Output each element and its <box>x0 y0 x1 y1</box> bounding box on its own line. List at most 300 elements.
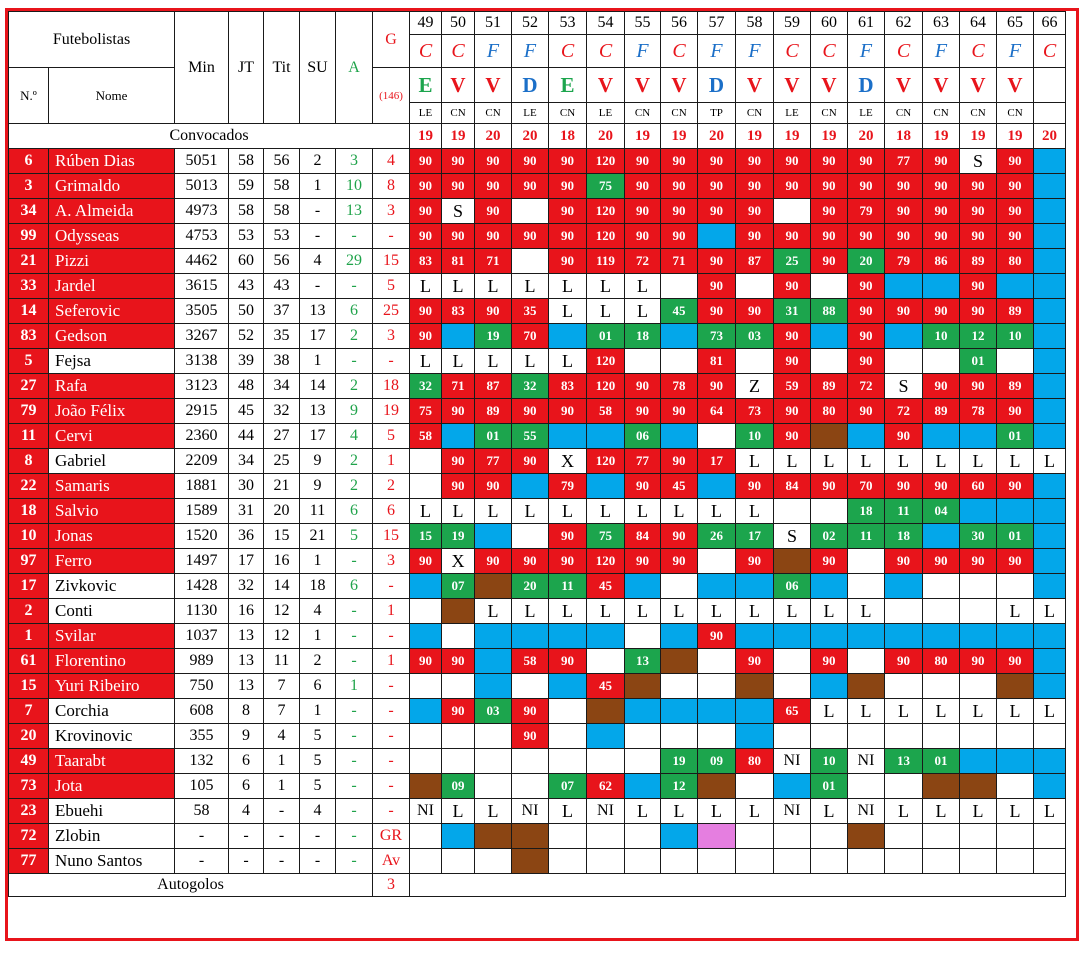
match-cell <box>811 824 848 849</box>
convocados-count: 19 <box>625 124 661 149</box>
match-cell: 90 <box>848 274 885 299</box>
player-number: 73 <box>9 774 49 799</box>
match-cell: 90 <box>625 549 661 574</box>
match-cell: 90 <box>549 649 587 674</box>
player-jt: 44 <box>229 424 264 449</box>
match-cell: S <box>960 149 997 174</box>
match-cell: 90 <box>410 299 442 324</box>
player-assists: - <box>336 749 373 774</box>
match-cell <box>625 699 661 724</box>
player-goals: 18 <box>373 374 410 399</box>
match-cell: L <box>885 699 923 724</box>
player-number: 5 <box>9 349 49 374</box>
match-cell <box>774 499 811 524</box>
player-assists: 9 <box>336 399 373 424</box>
match-cell: 90 <box>923 174 960 199</box>
match-cell: 90 <box>549 224 587 249</box>
match-cell <box>997 674 1034 699</box>
player-jt: 9 <box>229 724 264 749</box>
match-cell: L <box>549 599 587 624</box>
match-cell: 70 <box>512 324 549 349</box>
match-cell: 90 <box>885 224 923 249</box>
match-cell <box>811 724 848 749</box>
match-cell: 90 <box>848 349 885 374</box>
match-cell: 88 <box>811 299 848 324</box>
player-jt: 32 <box>229 574 264 599</box>
match-cell: 90 <box>885 299 923 324</box>
match-cell: 90 <box>811 649 848 674</box>
player-su: 17 <box>300 324 336 349</box>
match-cell: L <box>698 499 736 524</box>
match-cell: 71 <box>475 249 512 274</box>
match-cell: 90 <box>811 149 848 174</box>
match-cell: L <box>625 599 661 624</box>
player-su: 21 <box>300 524 336 549</box>
match-cell <box>625 774 661 799</box>
player-jt: 4 <box>229 799 264 824</box>
match-cell <box>997 849 1034 874</box>
match-cell <box>475 849 512 874</box>
player-assists: 2 <box>336 474 373 499</box>
match-venue: F <box>475 35 512 68</box>
match-cell: NI <box>512 799 549 824</box>
player-assists: 6 <box>336 574 373 599</box>
player-su: 11 <box>300 499 336 524</box>
player-number: 21 <box>9 249 49 274</box>
match-cell: 89 <box>923 399 960 424</box>
match-cell <box>1034 224 1066 249</box>
player-number: 34 <box>9 199 49 224</box>
match-result: V <box>885 68 923 103</box>
match-cell <box>475 624 512 649</box>
match-cell <box>997 274 1034 299</box>
player-name: Conti <box>49 599 175 624</box>
match-cell: L <box>442 499 475 524</box>
player-goals: - <box>373 774 410 799</box>
match-cell: 90 <box>410 549 442 574</box>
player-minutes: 1497 <box>175 549 229 574</box>
table-row <box>9 274 1066 299</box>
match-cell: 87 <box>475 374 512 399</box>
player-jt: 58 <box>229 149 264 174</box>
match-cell <box>475 774 512 799</box>
match-cell: 90 <box>885 199 923 224</box>
convocados-count: 20 <box>475 124 512 149</box>
match-cell <box>661 324 698 349</box>
player-number: 83 <box>9 324 49 349</box>
match-competition: CN <box>885 103 923 124</box>
match-cell: 90 <box>512 724 549 749</box>
match-competition: LE <box>774 103 811 124</box>
match-cell: L <box>960 699 997 724</box>
match-cell: 90 <box>410 649 442 674</box>
match-cell: 90 <box>625 149 661 174</box>
player-name: Samaris <box>49 474 175 499</box>
match-cell: 03 <box>736 324 774 349</box>
match-cell <box>960 499 997 524</box>
match-cell <box>923 599 960 624</box>
player-goals: 2 <box>373 474 410 499</box>
match-cell: L <box>549 274 587 299</box>
match-cell: 90 <box>442 224 475 249</box>
table-row <box>9 249 1066 274</box>
match-cell: 90 <box>661 149 698 174</box>
player-name: Grimaldo <box>49 174 175 199</box>
player-goals: - <box>373 224 410 249</box>
match-cell: 90 <box>549 549 587 574</box>
match-cell <box>736 699 774 724</box>
match-cell <box>625 349 661 374</box>
match-cell: 90 <box>442 474 475 499</box>
player-tit: 1 <box>264 774 300 799</box>
match-cell: 19 <box>442 524 475 549</box>
table-row <box>9 549 1066 574</box>
player-name: Cervi <box>49 424 175 449</box>
match-cell: 90 <box>698 274 736 299</box>
match-cell: 80 <box>736 749 774 774</box>
match-cell <box>410 674 442 699</box>
match-cell <box>512 849 549 874</box>
match-cell <box>475 749 512 774</box>
match-cell: L <box>661 799 698 824</box>
match-cell: 90 <box>475 149 512 174</box>
player-assists: - <box>336 549 373 574</box>
match-cell <box>774 724 811 749</box>
match-cell <box>587 424 625 449</box>
match-cell: 90 <box>475 174 512 199</box>
goals-header: G <box>373 12 410 68</box>
convocados-count: 19 <box>736 124 774 149</box>
match-cell <box>442 424 475 449</box>
match-cell <box>587 474 625 499</box>
match-cell <box>625 574 661 599</box>
player-name: Krovinovic <box>49 724 175 749</box>
match-cell: 90 <box>997 549 1034 574</box>
player-minutes: 3138 <box>175 349 229 374</box>
player-number: 99 <box>9 224 49 249</box>
player-jt: 17 <box>229 549 264 574</box>
table-row <box>9 774 1066 799</box>
match-cell <box>410 724 442 749</box>
match-cell: 90 <box>923 149 960 174</box>
match-cell <box>512 199 549 224</box>
match-cell <box>923 624 960 649</box>
match-cell: 02 <box>811 524 848 549</box>
match-cell: L <box>774 599 811 624</box>
match-cell: 90 <box>774 149 811 174</box>
table-row <box>9 524 1066 549</box>
player-name: Fejsa <box>49 349 175 374</box>
match-cell: L <box>848 599 885 624</box>
match-cell: 90 <box>736 549 774 574</box>
table-row <box>9 224 1066 249</box>
match-cell: 90 <box>997 399 1034 424</box>
player-su: 4 <box>300 249 336 274</box>
match-cell <box>625 849 661 874</box>
match-cell: 90 <box>997 474 1034 499</box>
match-cell <box>661 349 698 374</box>
match-cell <box>774 849 811 874</box>
player-goals: 1 <box>373 649 410 674</box>
match-cell: 119 <box>587 249 625 274</box>
player-tit: 7 <box>264 699 300 724</box>
player-minutes: 2915 <box>175 399 229 424</box>
player-name: João Félix <box>49 399 175 424</box>
match-cell <box>1034 174 1066 199</box>
convocados-count: 19 <box>997 124 1034 149</box>
player-minutes: 4462 <box>175 249 229 274</box>
match-cell: 89 <box>811 374 848 399</box>
player-name: Jonas <box>49 524 175 549</box>
match-cell <box>1034 474 1066 499</box>
match-cell: 83 <box>549 374 587 399</box>
match-cell: 01 <box>587 324 625 349</box>
match-cell: 79 <box>885 249 923 274</box>
match-cell: 20 <box>512 574 549 599</box>
match-cell <box>587 649 625 674</box>
match-cell: L <box>960 449 997 474</box>
match-cell <box>410 749 442 774</box>
match-cell <box>736 674 774 699</box>
player-number: 79 <box>9 399 49 424</box>
match-cell <box>1034 849 1066 874</box>
convocados-count: 20 <box>512 124 549 149</box>
match-cell <box>923 424 960 449</box>
match-cell: 90 <box>442 449 475 474</box>
player-name: Gedson <box>49 324 175 349</box>
player-tit: - <box>264 799 300 824</box>
player-minutes: 58 <box>175 799 229 824</box>
match-number: 54 <box>587 12 625 35</box>
match-cell <box>811 424 848 449</box>
match-cell <box>698 674 736 699</box>
player-assists: 2 <box>336 374 373 399</box>
match-cell <box>736 774 774 799</box>
match-cell: 90 <box>811 174 848 199</box>
player-stats-table <box>8 11 1066 897</box>
player-tit: 15 <box>264 524 300 549</box>
match-cell: L <box>698 599 736 624</box>
player-goals: 4 <box>373 149 410 174</box>
match-cell: 90 <box>549 174 587 199</box>
match-cell: 79 <box>549 474 587 499</box>
match-cell <box>549 624 587 649</box>
match-cell: 90 <box>774 399 811 424</box>
match-cell: 71 <box>442 374 475 399</box>
convocados-label: Convocados <box>9 124 410 149</box>
match-cell: 90 <box>885 424 923 449</box>
player-goals: 15 <box>373 524 410 549</box>
player-tit: 58 <box>264 174 300 199</box>
match-cell: L <box>625 499 661 524</box>
player-jt: 34 <box>229 449 264 474</box>
convocados-count: 20 <box>848 124 885 149</box>
match-cell: L <box>848 449 885 474</box>
match-cell <box>1034 349 1066 374</box>
match-cell: L <box>997 449 1034 474</box>
table-row <box>9 174 1066 199</box>
match-cell <box>661 724 698 749</box>
match-cell: 15 <box>410 524 442 549</box>
match-cell: 83 <box>410 249 442 274</box>
match-cell: 90 <box>923 199 960 224</box>
match-cell: 120 <box>587 449 625 474</box>
match-cell: 90 <box>960 274 997 299</box>
player-goals: - <box>373 749 410 774</box>
player-jt: 13 <box>229 674 264 699</box>
match-cell: 90 <box>661 224 698 249</box>
player-jt: 59 <box>229 174 264 199</box>
match-cell: 90 <box>736 649 774 674</box>
match-cell: L <box>960 799 997 824</box>
player-number: 3 <box>9 174 49 199</box>
table-row <box>9 799 1066 824</box>
player-assists: 29 <box>336 249 373 274</box>
match-cell: 90 <box>698 149 736 174</box>
player-minutes: 2209 <box>175 449 229 474</box>
match-cell: L <box>475 349 512 374</box>
match-cell <box>1034 149 1066 174</box>
match-cell <box>811 349 848 374</box>
match-cell: L <box>625 799 661 824</box>
match-cell: 90 <box>661 524 698 549</box>
match-cell: L <box>512 274 549 299</box>
match-result: V <box>587 68 625 103</box>
player-name: Rúben Dias <box>49 149 175 174</box>
player-minutes: 2360 <box>175 424 229 449</box>
match-cell: 90 <box>661 399 698 424</box>
player-su: 1 <box>300 349 336 374</box>
table-row <box>9 724 1066 749</box>
match-cell: 81 <box>698 349 736 374</box>
match-cell <box>475 649 512 674</box>
player-assists: - <box>336 599 373 624</box>
match-competition: CN <box>475 103 512 124</box>
match-cell: 80 <box>997 249 1034 274</box>
match-cell <box>410 474 442 499</box>
table-row <box>9 324 1066 349</box>
table-row <box>9 824 1066 849</box>
convocados-count: 19 <box>774 124 811 149</box>
match-cell: 80 <box>923 649 960 674</box>
autogolos-label: Autogolos <box>9 874 373 897</box>
match-cell: L <box>997 799 1034 824</box>
table-row <box>9 699 1066 724</box>
match-cell <box>885 774 923 799</box>
player-minutes: 5051 <box>175 149 229 174</box>
player-name: Svilar <box>49 624 175 649</box>
player-assists: - <box>336 649 373 674</box>
match-cell <box>549 849 587 874</box>
match-cell: L <box>625 274 661 299</box>
player-jt: 36 <box>229 524 264 549</box>
match-cell <box>442 849 475 874</box>
match-cell: 90 <box>512 399 549 424</box>
match-cell: L <box>410 499 442 524</box>
match-cell: 84 <box>774 474 811 499</box>
match-cell <box>549 699 587 724</box>
player-goals: Av <box>373 849 410 874</box>
match-cell: 19 <box>475 324 512 349</box>
match-venue: C <box>960 35 997 68</box>
player-su: 5 <box>300 774 336 799</box>
match-cell: 90 <box>774 174 811 199</box>
match-cell <box>1034 674 1066 699</box>
table-row <box>9 649 1066 674</box>
match-venue: F <box>512 35 549 68</box>
match-cell <box>1034 824 1066 849</box>
match-cell: 83 <box>442 299 475 324</box>
match-cell: 90 <box>736 299 774 324</box>
player-minutes: 4753 <box>175 224 229 249</box>
match-cell <box>698 574 736 599</box>
player-jt: 6 <box>229 774 264 799</box>
match-cell <box>410 599 442 624</box>
player-number: 2 <box>9 599 49 624</box>
match-cell: 90 <box>512 149 549 174</box>
match-cell: 10 <box>923 324 960 349</box>
player-su: - <box>300 224 336 249</box>
match-cell: S <box>442 199 475 224</box>
match-cell <box>442 674 475 699</box>
match-cell <box>997 349 1034 374</box>
match-cell <box>885 599 923 624</box>
player-goals: - <box>373 574 410 599</box>
match-cell: 90 <box>811 249 848 274</box>
match-cell: 90 <box>885 174 923 199</box>
match-cell: 45 <box>661 474 698 499</box>
player-tit: 4 <box>264 724 300 749</box>
match-cell: 90 <box>442 699 475 724</box>
match-cell <box>698 649 736 674</box>
match-cell: 89 <box>997 374 1034 399</box>
match-venue: F <box>997 35 1034 68</box>
match-number: 57 <box>698 12 736 35</box>
match-cell: 20 <box>848 249 885 274</box>
match-cell <box>698 849 736 874</box>
match-cell <box>997 574 1034 599</box>
match-cell <box>848 649 885 674</box>
match-cell <box>811 574 848 599</box>
match-cell: 90 <box>442 174 475 199</box>
match-cell: 90 <box>410 199 442 224</box>
match-cell: 45 <box>661 299 698 324</box>
match-cell: 90 <box>512 549 549 574</box>
match-cell <box>410 574 442 599</box>
match-cell: L <box>587 599 625 624</box>
table-row <box>9 499 1066 524</box>
player-minutes: - <box>175 824 229 849</box>
match-cell <box>625 749 661 774</box>
match-cell <box>625 824 661 849</box>
match-cell <box>661 574 698 599</box>
player-name: Ferro <box>49 549 175 574</box>
match-cell: 01 <box>997 524 1034 549</box>
autogolos-empty <box>410 874 1066 897</box>
player-su: 4 <box>300 599 336 624</box>
match-cell <box>885 324 923 349</box>
player-number: 18 <box>9 499 49 524</box>
match-cell <box>661 649 698 674</box>
player-tit: - <box>264 849 300 874</box>
match-cell <box>960 824 997 849</box>
player-minutes: 1589 <box>175 499 229 524</box>
player-name: Nuno Santos <box>49 849 175 874</box>
match-cell <box>736 824 774 849</box>
match-cell: 90 <box>625 199 661 224</box>
autogolos-value: 3 <box>373 874 410 897</box>
player-minutes: 3505 <box>175 299 229 324</box>
